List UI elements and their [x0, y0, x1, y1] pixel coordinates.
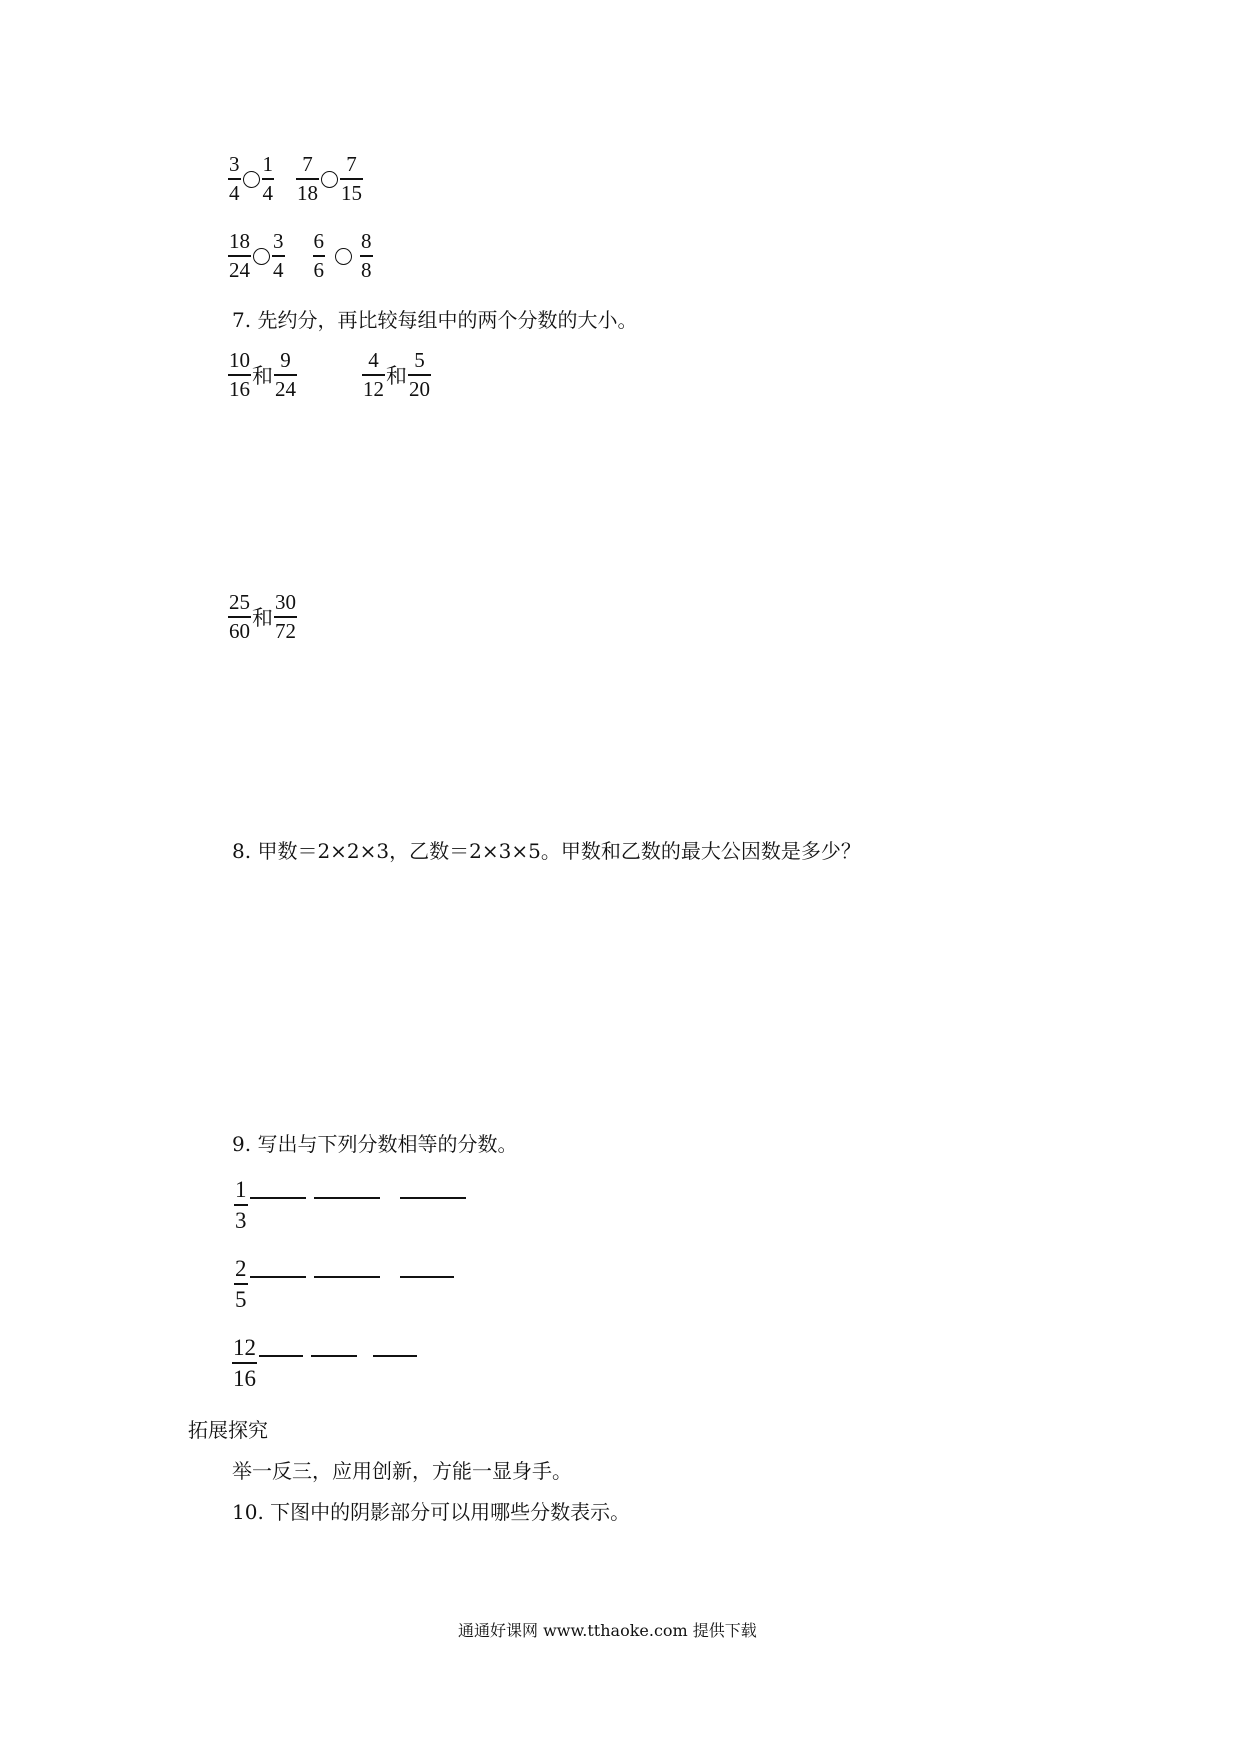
comparison-circle[interactable]: [335, 248, 352, 265]
fraction: $\frac{4}{12}$: [363, 348, 384, 401]
q7-pair-2: [362, 350, 431, 400]
fraction: $\frac{18}{24}$: [229, 229, 250, 282]
and-word: 和: [252, 606, 273, 630]
fraction: $\frac{2}{5}$: [235, 1256, 247, 1312]
compare-row-1: [228, 154, 363, 204]
answer-blank[interactable]: [400, 1276, 454, 1278]
question-8: 8. 甲数＝2×2×3，乙数＝2×3×5。甲数和乙数的最大公因数是多少？: [232, 839, 861, 863]
fraction: $\frac{25}{60}$: [229, 590, 250, 643]
fraction: $\frac{8}{8}$: [361, 229, 372, 282]
fraction: $\frac{12}{16}$: [233, 1335, 256, 1391]
q7-pair-1: [228, 350, 297, 400]
answer-blank[interactable]: [314, 1276, 380, 1278]
section-motto: 举一反三，应用创新，方能一显身手。: [232, 1459, 572, 1483]
answer-blank[interactable]: [311, 1355, 357, 1357]
fraction: $\frac{5}{20}$: [409, 348, 430, 401]
comparison-circle[interactable]: [243, 171, 260, 188]
fraction: $\frac{1}{3}$: [235, 1177, 247, 1233]
q9-row-1: [234, 1168, 466, 1232]
fraction: $\frac{7}{18}$: [297, 152, 318, 205]
answer-blank[interactable]: [373, 1355, 417, 1357]
and-word: 和: [252, 364, 273, 388]
answer-blank[interactable]: [314, 1197, 380, 1199]
question-10: 10. 下图中的阴影部分可以用哪些分数表示。: [232, 1500, 631, 1524]
question-7: 7. 先约分，再比较每组中的两个分数的大小。: [232, 308, 638, 332]
fraction: $\frac{3}{4}$: [273, 229, 284, 282]
and-word: 和: [386, 364, 407, 388]
fraction: $\frac{9}{24}$: [275, 348, 296, 401]
fraction: $\frac{10}{16}$: [229, 348, 250, 401]
answer-blank[interactable]: [259, 1355, 303, 1357]
q9-row-3: [232, 1326, 417, 1390]
compare-row-2: [228, 231, 373, 281]
fraction: $\frac{3}{4}$: [229, 152, 240, 205]
answer-blank[interactable]: [250, 1276, 306, 1278]
fraction: $\frac{30}{72}$: [275, 590, 296, 643]
question-9: 9. 写出与下列分数相等的分数。: [232, 1132, 518, 1156]
fraction: $\frac{7}{15}$: [341, 152, 362, 205]
comparison-circle[interactable]: [321, 171, 338, 188]
q7-pair-3: [228, 592, 297, 642]
answer-blank[interactable]: [250, 1197, 306, 1199]
answer-blank[interactable]: [400, 1197, 466, 1199]
section-title: 拓展探究: [188, 1418, 268, 1442]
fraction: $\frac{1}{4}$: [262, 152, 273, 205]
comparison-circle[interactable]: [253, 248, 270, 265]
fraction: $\frac{6}{6}$: [313, 229, 324, 282]
q9-row-2: [234, 1247, 454, 1311]
footer-watermark: 通通好课网 www.tthaoke.com 提供下载: [458, 1621, 757, 1640]
